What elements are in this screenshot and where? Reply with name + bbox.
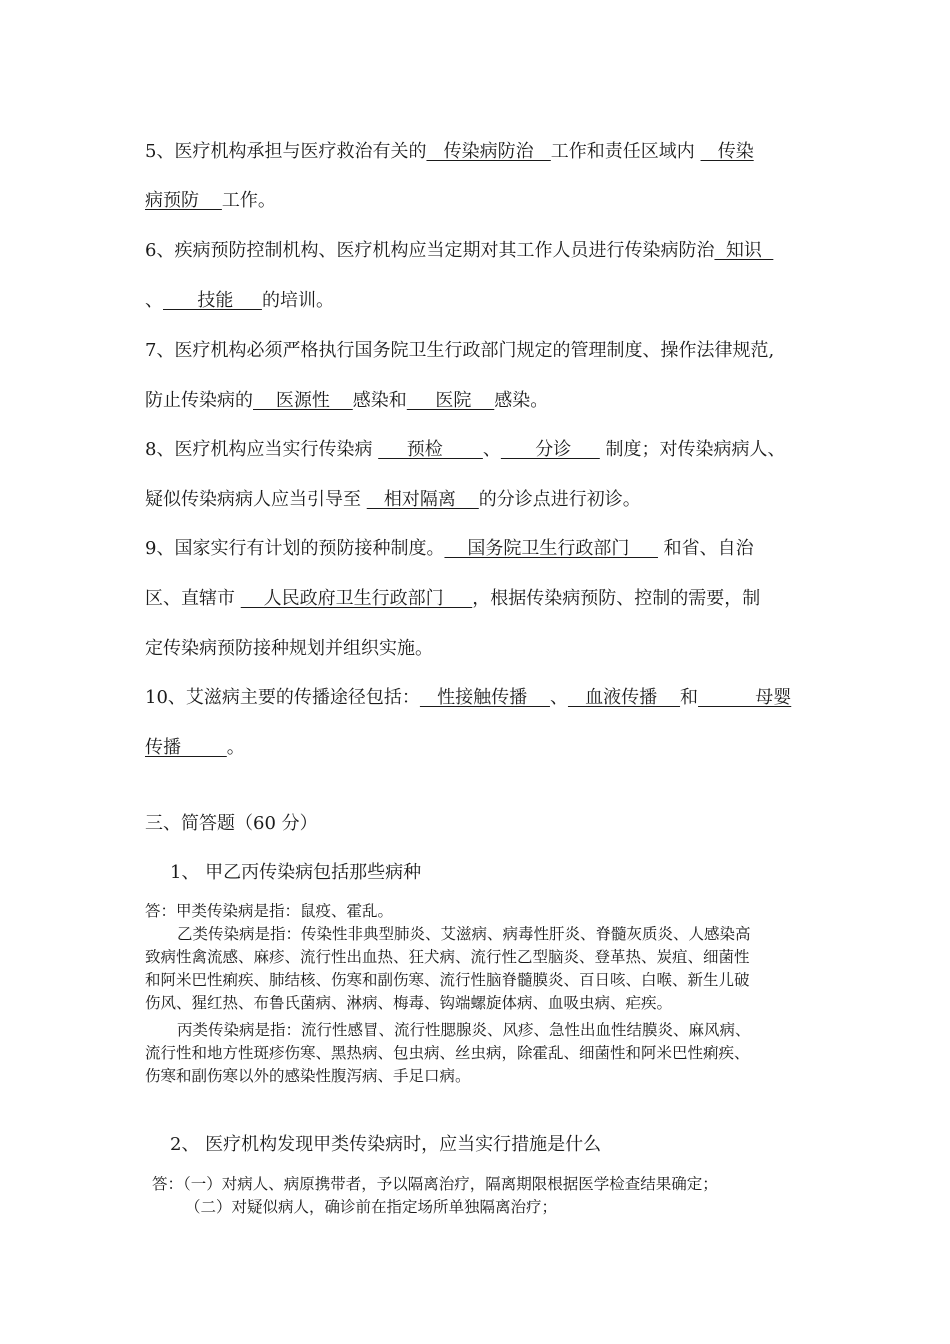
question-text: 和 (680, 687, 699, 708)
answer-1-line-6: 丙类传染病是指：流行性感冒、流行性腮腺炎、风疹、急性出血性结膜炎、麻风病、 (177, 1021, 751, 1039)
answer-blank: 技能 (163, 290, 262, 311)
question-text: 9、国家实行有计划的预防接种制度。 (145, 538, 445, 559)
answer-1-line-8: 伤寒和副伤寒以外的感染性腹泻病、手足口病。 (145, 1067, 471, 1085)
answer-blank: 母婴 (698, 687, 792, 708)
question-text: 和省、自治 (657, 538, 754, 559)
question-text: 定传染病预防接种规划并组织实施。 (145, 638, 433, 659)
answer-blank: 传染 (700, 141, 754, 162)
answer-blank: 国务院卫生行政部门 (444, 538, 658, 559)
answer-blank: 传播 (145, 737, 227, 758)
answer-2-line-2: （二）对疑似病人，确诊前在指定场所单独隔离治疗； (185, 1198, 558, 1216)
answer-blank: 人民政府卫生行政部门 (240, 588, 473, 609)
question-text: 防止传染病的 (145, 390, 253, 411)
q8-line-2 (145, 488, 641, 512)
question-text: 7、医疗机构必须严格执行国务院卫生行政部门规定的管理制度、操作法律规范, (145, 340, 775, 361)
q5-line-2 (145, 189, 276, 213)
q6-line-1 (145, 239, 773, 263)
question-text: 的培训。 (261, 290, 334, 311)
answer-1-line-1: 答：甲类传染病是指：鼠疫、霍乱。 (145, 902, 394, 920)
answer-blank: 病预防 (145, 190, 222, 211)
answer-blank: 性接触传播 (419, 687, 550, 708)
question-text: 疑似传染病病人应当引导至 (145, 489, 367, 510)
question-text: 10、艾滋病主要的传播途径包括： (145, 687, 420, 708)
question-text: 的分诊点进行初诊。 (478, 489, 641, 510)
answer-blank: 知识 (714, 240, 774, 261)
answer-blank: 医院 (406, 390, 495, 411)
question-text: 5、医疗机构承担与医疗救治有关的 (145, 141, 427, 162)
q9-line-3 (145, 637, 433, 661)
question-text: 、 (145, 290, 163, 311)
question-text: 8、医疗机构应当实行传染病 (145, 439, 379, 460)
answer-1-line-2: 乙类传染病是指：传染性非典型肺炎、艾滋病、病毒性肝炎、脊髓灰质炎、人感染高 (177, 925, 751, 943)
question-text: 工作和责任区域内 (550, 141, 701, 162)
q10-line-1 (145, 686, 791, 710)
answer-1-line-3: 致病性禽流感、麻疹、流行性出血热、狂犬病、流行性乙型脑炎、登革热、炭疽、细菌性 (145, 948, 750, 966)
question-text: 区、直辖市 (145, 588, 241, 609)
question-text: 、 (549, 687, 568, 708)
question-text: 制度；对传染病病人、 (599, 439, 786, 460)
q7-line-2 (145, 389, 548, 413)
question-text: 感染。 (494, 390, 549, 411)
question-text: ，根据传染病预防、控制的需要，制 (472, 588, 761, 609)
answer-blank: 血液传播 (567, 687, 681, 708)
answer-1-line-5: 伤风、猩红热、布鲁氏菌病、淋病、梅毒、钩端螺旋体病、血吸虫病、疟疾。 (145, 994, 673, 1012)
question-text: 工作。 (221, 190, 276, 211)
question-text: 6、疾病预防控制机构、医疗机构应当定期对其工作人员进行传染病防治 (145, 240, 715, 261)
q10-line-2 (145, 736, 245, 760)
question-text: 感染和 (352, 390, 407, 411)
question-text: 、 (482, 439, 501, 460)
answer-1-line-7: 流行性和地方性斑疹伤寒、黑热病、包虫病、丝虫病，除霍乱、细菌性和阿米巴性痢疾、 (145, 1044, 750, 1062)
question-2-title: 2、 医疗机构发现甲类传染病时，应当实行措施是什么 (170, 1134, 602, 1155)
q5-line-1 (145, 140, 754, 164)
q7-line-1 (145, 339, 774, 363)
answer-blank: 医源性 (253, 390, 353, 411)
answer-2-line-1: 答：（一）对病人、病原携带者，予以隔离治疗，隔离期限根据医学检查结果确定； (152, 1175, 718, 1193)
q9-line-1 (145, 537, 754, 561)
answer-blank: 分诊 (500, 439, 600, 460)
q9-line-2 (145, 587, 760, 611)
answer-blank: 预检 (378, 439, 483, 460)
section-heading: 三、简答题（60 分） (145, 813, 318, 834)
question-text: 。 (226, 737, 245, 758)
answer-1-line-4: 和阿米巴性痢疾、肺结核、伤寒和副伤寒、流行性脑脊髓膜炎、百日咳、白喉、新生儿破 (145, 971, 750, 989)
q8-line-1 (145, 438, 786, 462)
question-1-title: 1、 甲乙丙传染病包括那些病种 (170, 862, 422, 883)
answer-blank: 相对隔离 (366, 489, 479, 510)
answer-blank: 传染病防治 (426, 141, 551, 162)
q6-line-2 (145, 289, 334, 313)
